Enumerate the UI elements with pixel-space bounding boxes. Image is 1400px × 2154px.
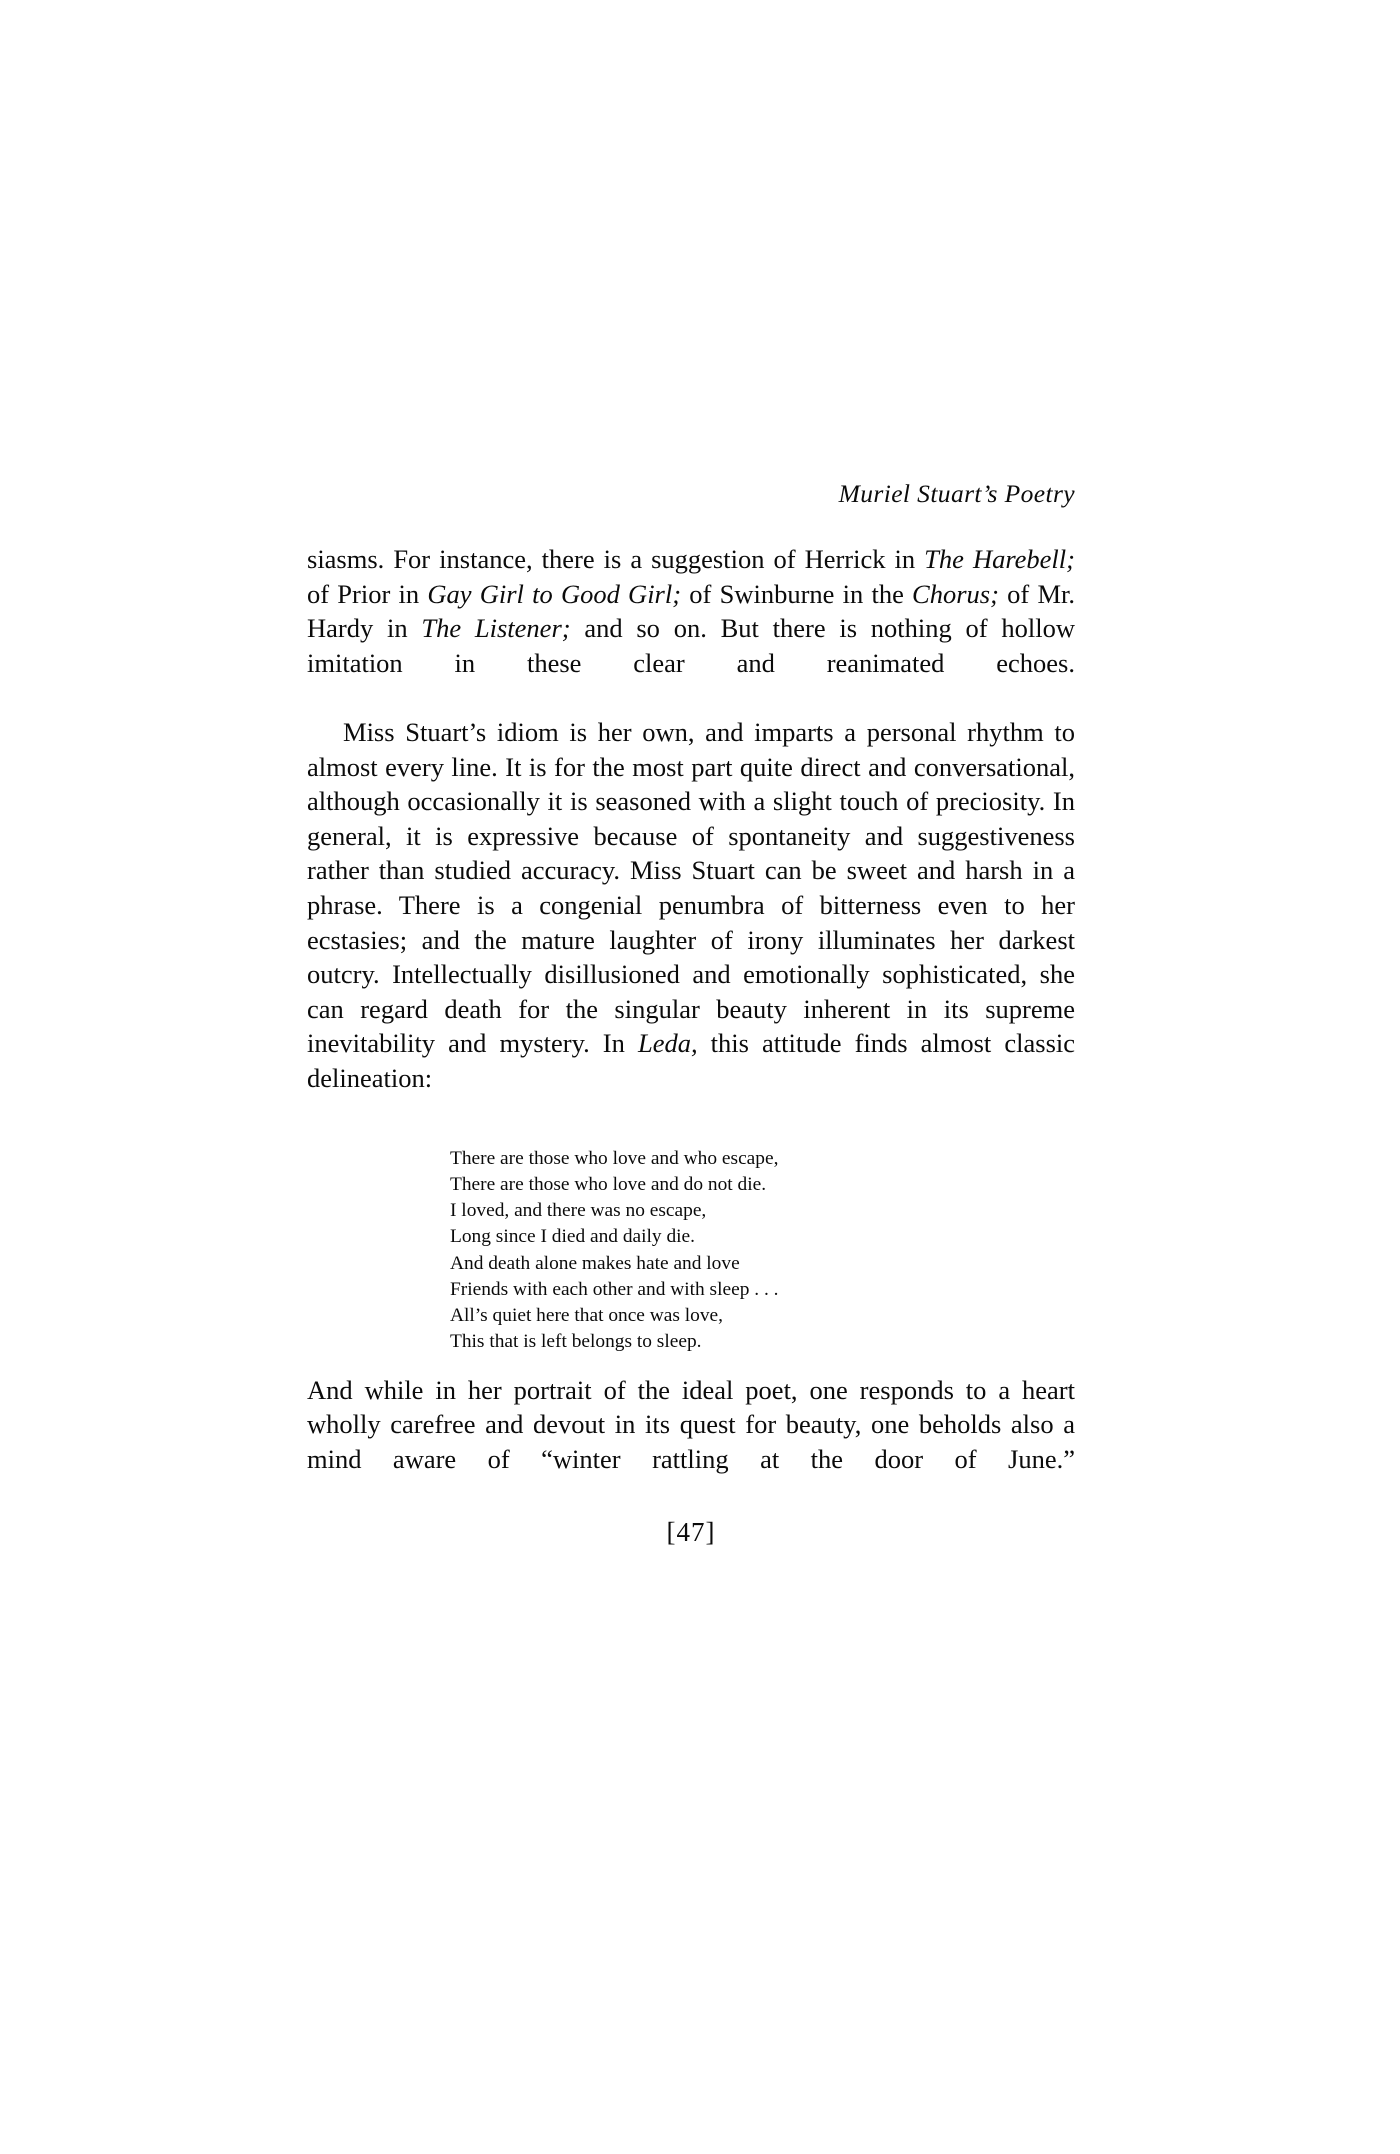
paragraph-2-run-1: Miss Stuart’s idiom is her own, and imparts a personal rhythm to almost every line. It is for the most part quite direct and conversational, although occasionally it is seasoned with a slight touch of preciosity. In general, it is expressive because of spontaneity and suggestiveness rather than studied accuracy. Miss Stuart can be sweet and harsh in a phrase. There is a congenial penumbra of bitterness even to her ecstasies; and the mature laughter of irony illuminates her darkest outcry. Intellectually disillusioned and emotionally sophisticated, she can regard death for the singular beauty inherent in its supreme inevitability and mystery. In [307, 717, 1075, 1059]
verse-line: I loved, and there was no escape, [450, 1200, 707, 1222]
verse-line: All’s quiet here that once was love, [450, 1304, 724, 1326]
verse-line: This that is left belongs to sleep. [450, 1330, 702, 1352]
running-head: Muriel Stuart’s Poetry [838, 479, 1075, 508]
title-the-harebell: The Harebell; [924, 544, 1075, 575]
title-the-listener: The Listener; [421, 613, 571, 644]
title-chorus: Chorus; [912, 578, 999, 609]
paragraph-1-run-3: of Swinburne in the [681, 578, 913, 609]
text-block [307, 480, 1075, 1548]
paragraph-1-run-1: siasms. For instance, there is a suggestion of Herrick in [307, 544, 925, 575]
body-paragraph-1 [307, 542, 1075, 715]
paragraph-1-run-2: of Prior in [307, 578, 428, 609]
verse-line: And death alone makes hate and love [450, 1252, 740, 1274]
paragraph-1-run-5: and so on. But there is nothing of hollow imitation in these clear and reanimated echoes. [307, 613, 1075, 678]
title-gay-girl-to-good-girl: Gay Girl to Good Girl; [427, 578, 682, 609]
paragraph-1-run-4: of Mr. Hardy in [307, 578, 1076, 644]
verse-line: There are those who love and who escape, [450, 1148, 779, 1170]
body-paragraph-3: And while in her portrait of the ideal poet, one responds to a heart wholly carefree and devout in its quest for beauty, one beholds also a mind aware of “winter rattling at the door of June.” [307, 1374, 1075, 1475]
verse-quotation [307, 1146, 1075, 1355]
title-leda: Leda, [637, 1028, 698, 1059]
paragraph-2-run-2: this attitude finds almost classic delineation: [307, 1028, 1076, 1093]
verse-line: There are those who love and do not die. [450, 1174, 767, 1196]
verse-line: Long since I died and daily die. [450, 1226, 696, 1248]
verse-line: Friends with each other and with sleep . . . [450, 1278, 779, 1300]
body-paragraph-2 [307, 715, 1075, 1130]
page-number: [47] [666, 1517, 716, 1548]
